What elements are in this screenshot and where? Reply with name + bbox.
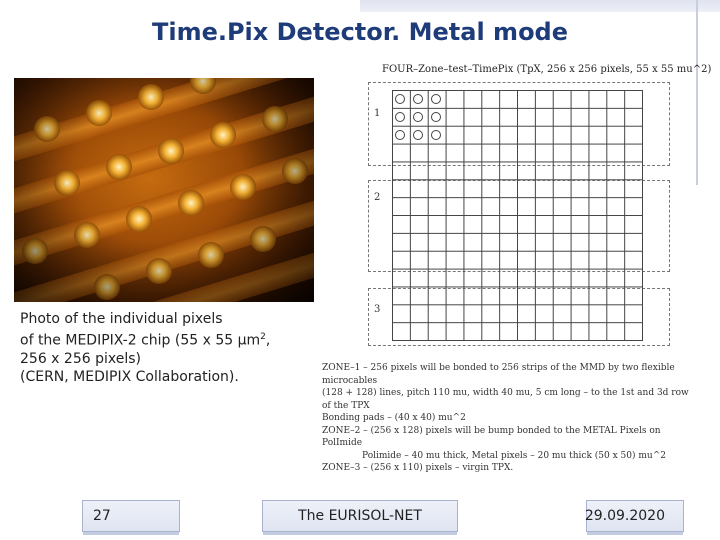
zone-label-3: 3: [374, 304, 381, 315]
footer-title: The EURISOL-NET: [262, 500, 458, 532]
zone-diagram: [362, 62, 712, 362]
zones-description: ZONE–1 – 256 pixels will be bonded to 256 strips of the MMD by two flexible microcables (128 + 128) lines, pitch 110 mu, width 40 mu, 5 cm long – to the 1st and 3d row of the TPX Bonding pads – (40 x 40) mu^2 ZONE–2 – (256 x 128) pixels will be bump bonded to the METAL Pixels on PolImide Polimide – 40 mu thick, Metal pixels – 20 mu thick (50 x 50) mu^2 ZONE–3 – (256 x 110) pixels – virgin TPX.: [322, 363, 689, 473]
footer-date: 29.09.2020: [586, 500, 684, 532]
zone-label-2: 2: [374, 192, 381, 203]
zone-label-1: 1: [374, 108, 381, 119]
pixel-photo: [14, 78, 314, 302]
pixel-grid: [392, 90, 643, 341]
slide-title: Time.Pix Detector. Metal mode: [151, 18, 569, 46]
footer-page-number: 27: [82, 500, 180, 532]
top-decoration-bar: [360, 0, 720, 12]
diagram-title: FOUR–Zone–test–TimePix (TpX, 256 x 256 pixels, 55 x 55 mu^2): [382, 64, 712, 75]
photo-caption: Photo of the individual pixels of the MEDIPIX-2 chip (55 x 55 µm$^2$, 256 x 256 pixels) (CERN, MEDIPIX Collaboration).: [20, 311, 271, 385]
